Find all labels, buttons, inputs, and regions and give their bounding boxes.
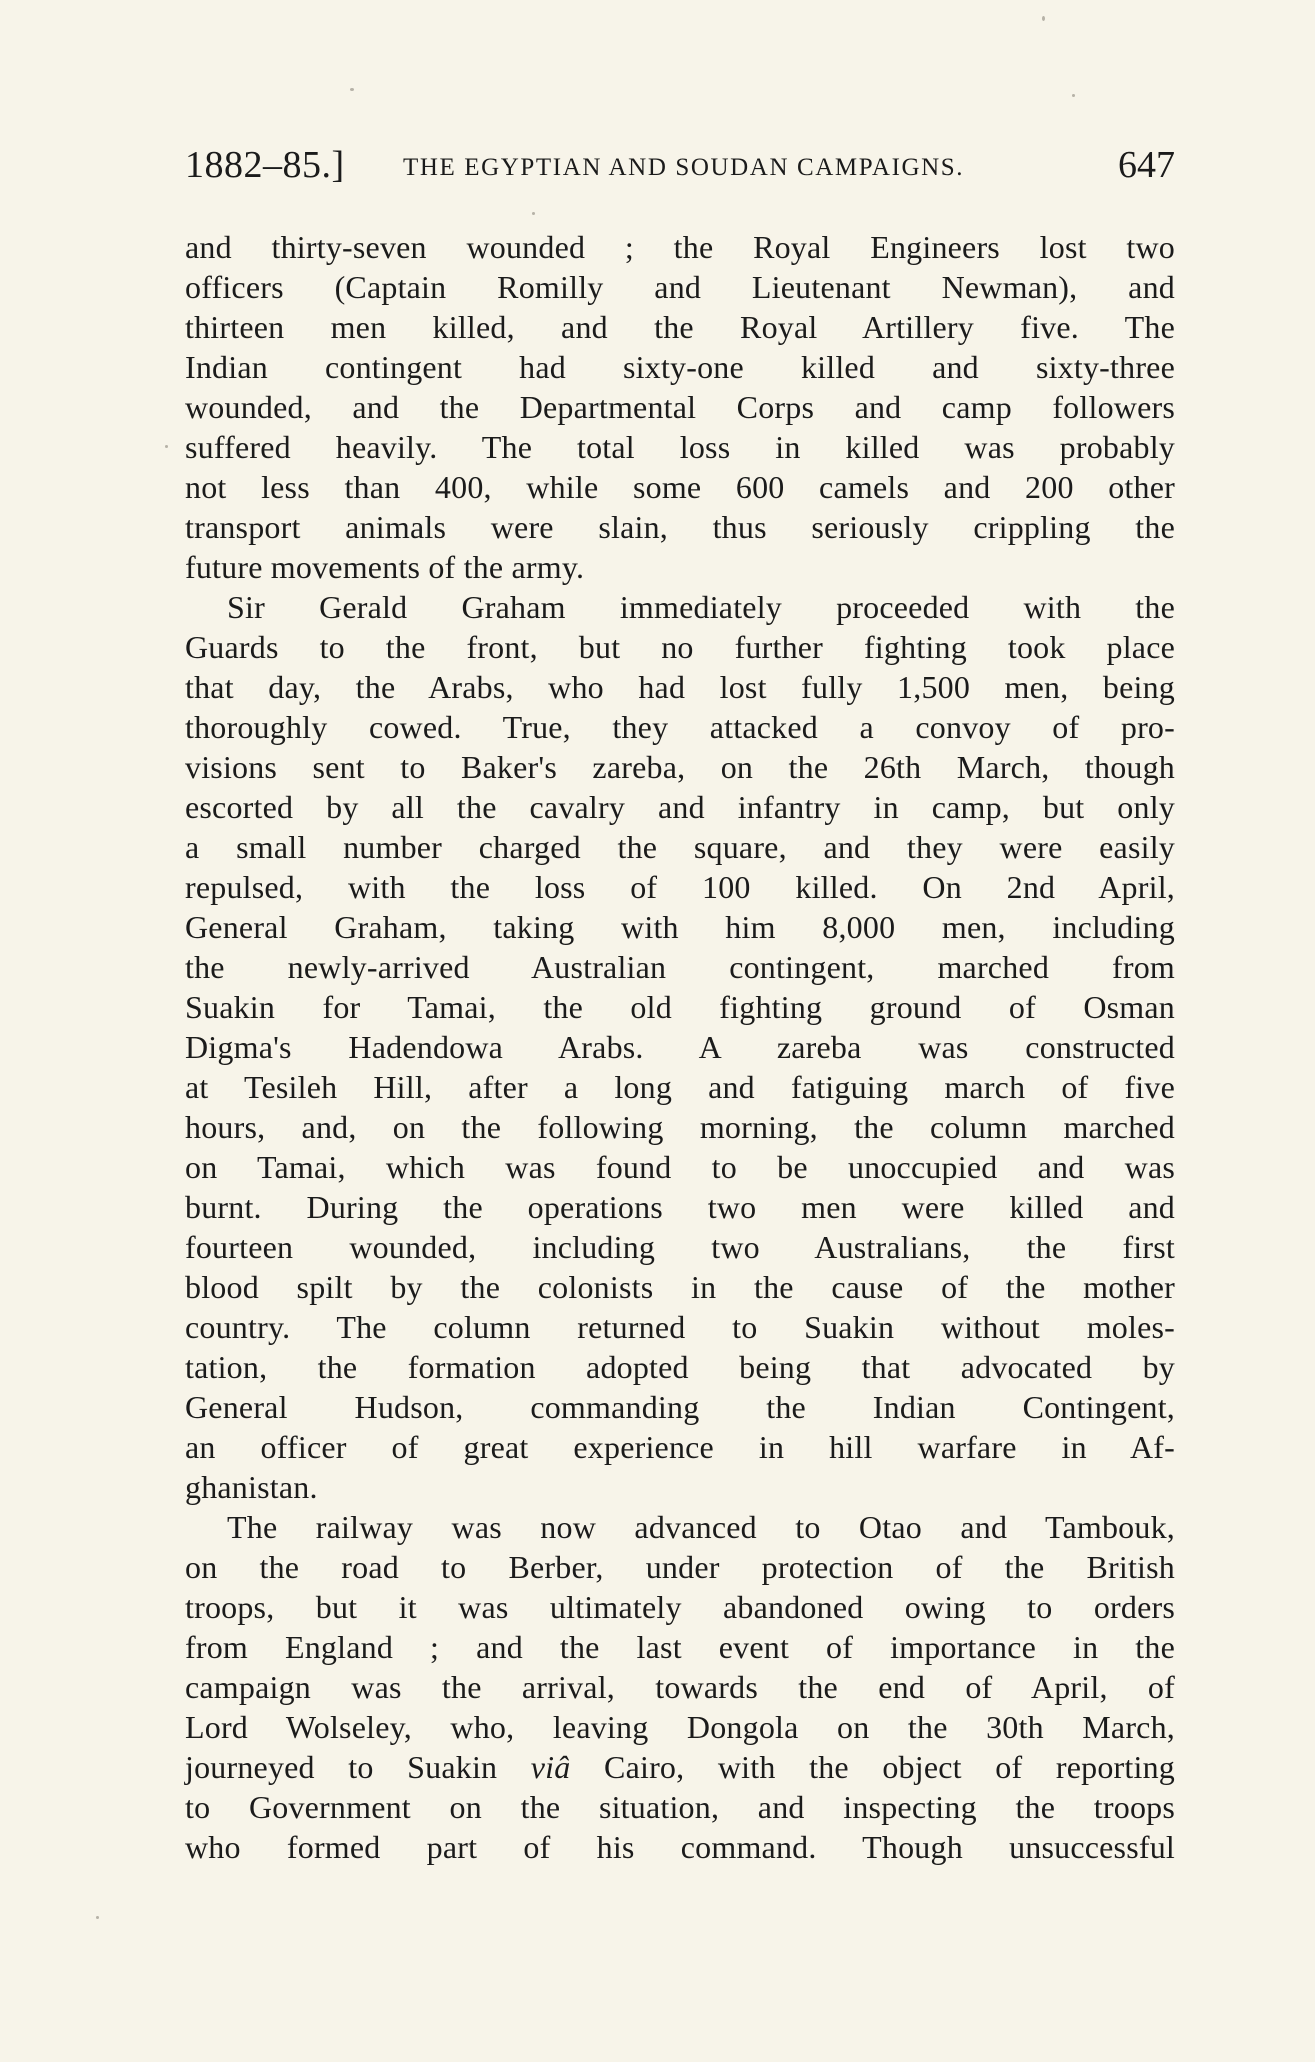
text-line: on Tamai, which was found to be unoccupied and was [185,1149,1175,1185]
text-line: blood spilt by the colonists in the cause of the mother [185,1269,1175,1305]
text-line-with-italic [185,1747,1175,1787]
text-line: the newly-arrived Australian contingent, marched from [185,949,1175,985]
text-line: country. The column returned to Suakin without moles- [185,1309,1175,1345]
text-line: thoroughly cowed. True, they attacked a convoy of pro- [185,709,1175,745]
text-line: suffered heavily. The total loss in killed was probably [185,429,1175,465]
text-line: transport animals were slain, thus seriously crippling the [185,509,1175,545]
paper-speck [96,1916,99,1919]
running-head-title: THE EGYPTIAN AND SOUDAN CAMPAIGNS. [403,154,965,181]
text-line: hours, and, on the following morning, the column marched [185,1109,1175,1145]
paper-speck [350,88,354,91]
text-line: that day, the Arabs, who had lost fully 1,500 men, being [185,669,1175,705]
paragraph-end-line: future movements of the army. [185,549,585,585]
text-line: General Graham, taking with him 8,000 men, including [185,909,1175,945]
running-head [185,140,1175,190]
text-line: fourteen wounded, including two Australians, the first [185,1229,1175,1265]
paper-speck [1072,94,1075,97]
text-line: at Tesileh Hill, after a long and fatiguing march of five [185,1069,1175,1105]
paper-speck [165,445,168,448]
text-line: burnt. During the operations two men were killed and [185,1189,1175,1225]
text-line: repulsed, with the loss of 100 killed. On 2nd April, [185,869,1175,905]
italic-word: viâ [530,1749,571,1785]
text-line: to Government on the situation, and inspecting the troops [185,1789,1175,1825]
running-head-years: 1882–85.] [185,144,345,186]
text-line: Suakin for Tamai, the old fighting ground of Osman [185,989,1175,1025]
text-line: tation, the formation adopted being that advocated by [185,1349,1175,1385]
paragraph-first-line: Sir Gerald Graham immediately proceeded with the [227,589,1175,625]
text-line: officers (Captain Romilly and Lieutenant Newman), and [185,269,1175,305]
text-line: who formed part of his command. Though unsuccessful [185,1829,1175,1865]
text-line: and thirty-seven wounded ; the Royal Engineers lost two [185,229,1175,265]
text-line: not less than 400, while some 600 camels and 200 other [185,469,1175,505]
page-number: 647 [1118,144,1175,186]
text-line: on the road to Berber, under protection of the British [185,1549,1175,1585]
text-line: Digma's Hadendowa Arabs. A zareba was constructed [185,1029,1175,1065]
paragraph-first-line: The railway was now advanced to Otao and Tambouk, [227,1509,1175,1545]
text-line: escorted by all the cavalry and infantry in camp, but only [185,789,1175,825]
text-line: an officer of great experience in hill warfare in Af- [185,1429,1175,1465]
text-line: Guards to the front, but no further fighting took place [185,629,1175,665]
body-text [185,227,1175,1867]
text-line: visions sent to Baker's zareba, on the 26th March, though [185,749,1175,785]
text-line: General Hudson, commanding the Indian Contingent, [185,1389,1175,1425]
text-line: wounded, and the Departmental Corps and camp followers [185,389,1175,425]
paragraph-end-line: ghanistan. [185,1469,318,1505]
text-line: troops, but it was ultimately abandoned owing to orders [185,1589,1175,1625]
line-end: Cairo, with the object of reporting [570,1749,1175,1785]
line-start: journeyed to Suakin [185,1749,531,1785]
text-line: Indian contingent had sixty-one killed and sixty-three [185,349,1175,385]
paper-speck [1042,16,1045,21]
text-line: Lord Wolseley, who, leaving Dongola on the 30th March, [185,1709,1175,1745]
text-line: thirteen men killed, and the Royal Artillery five. The [185,309,1175,345]
text-line: campaign was the arrival, towards the end of April, of [185,1669,1175,1705]
text-line: a small number charged the square, and they were easily [185,829,1175,865]
paper-speck [532,212,535,215]
text-line: from England ; and the last event of importance in the [185,1629,1175,1665]
